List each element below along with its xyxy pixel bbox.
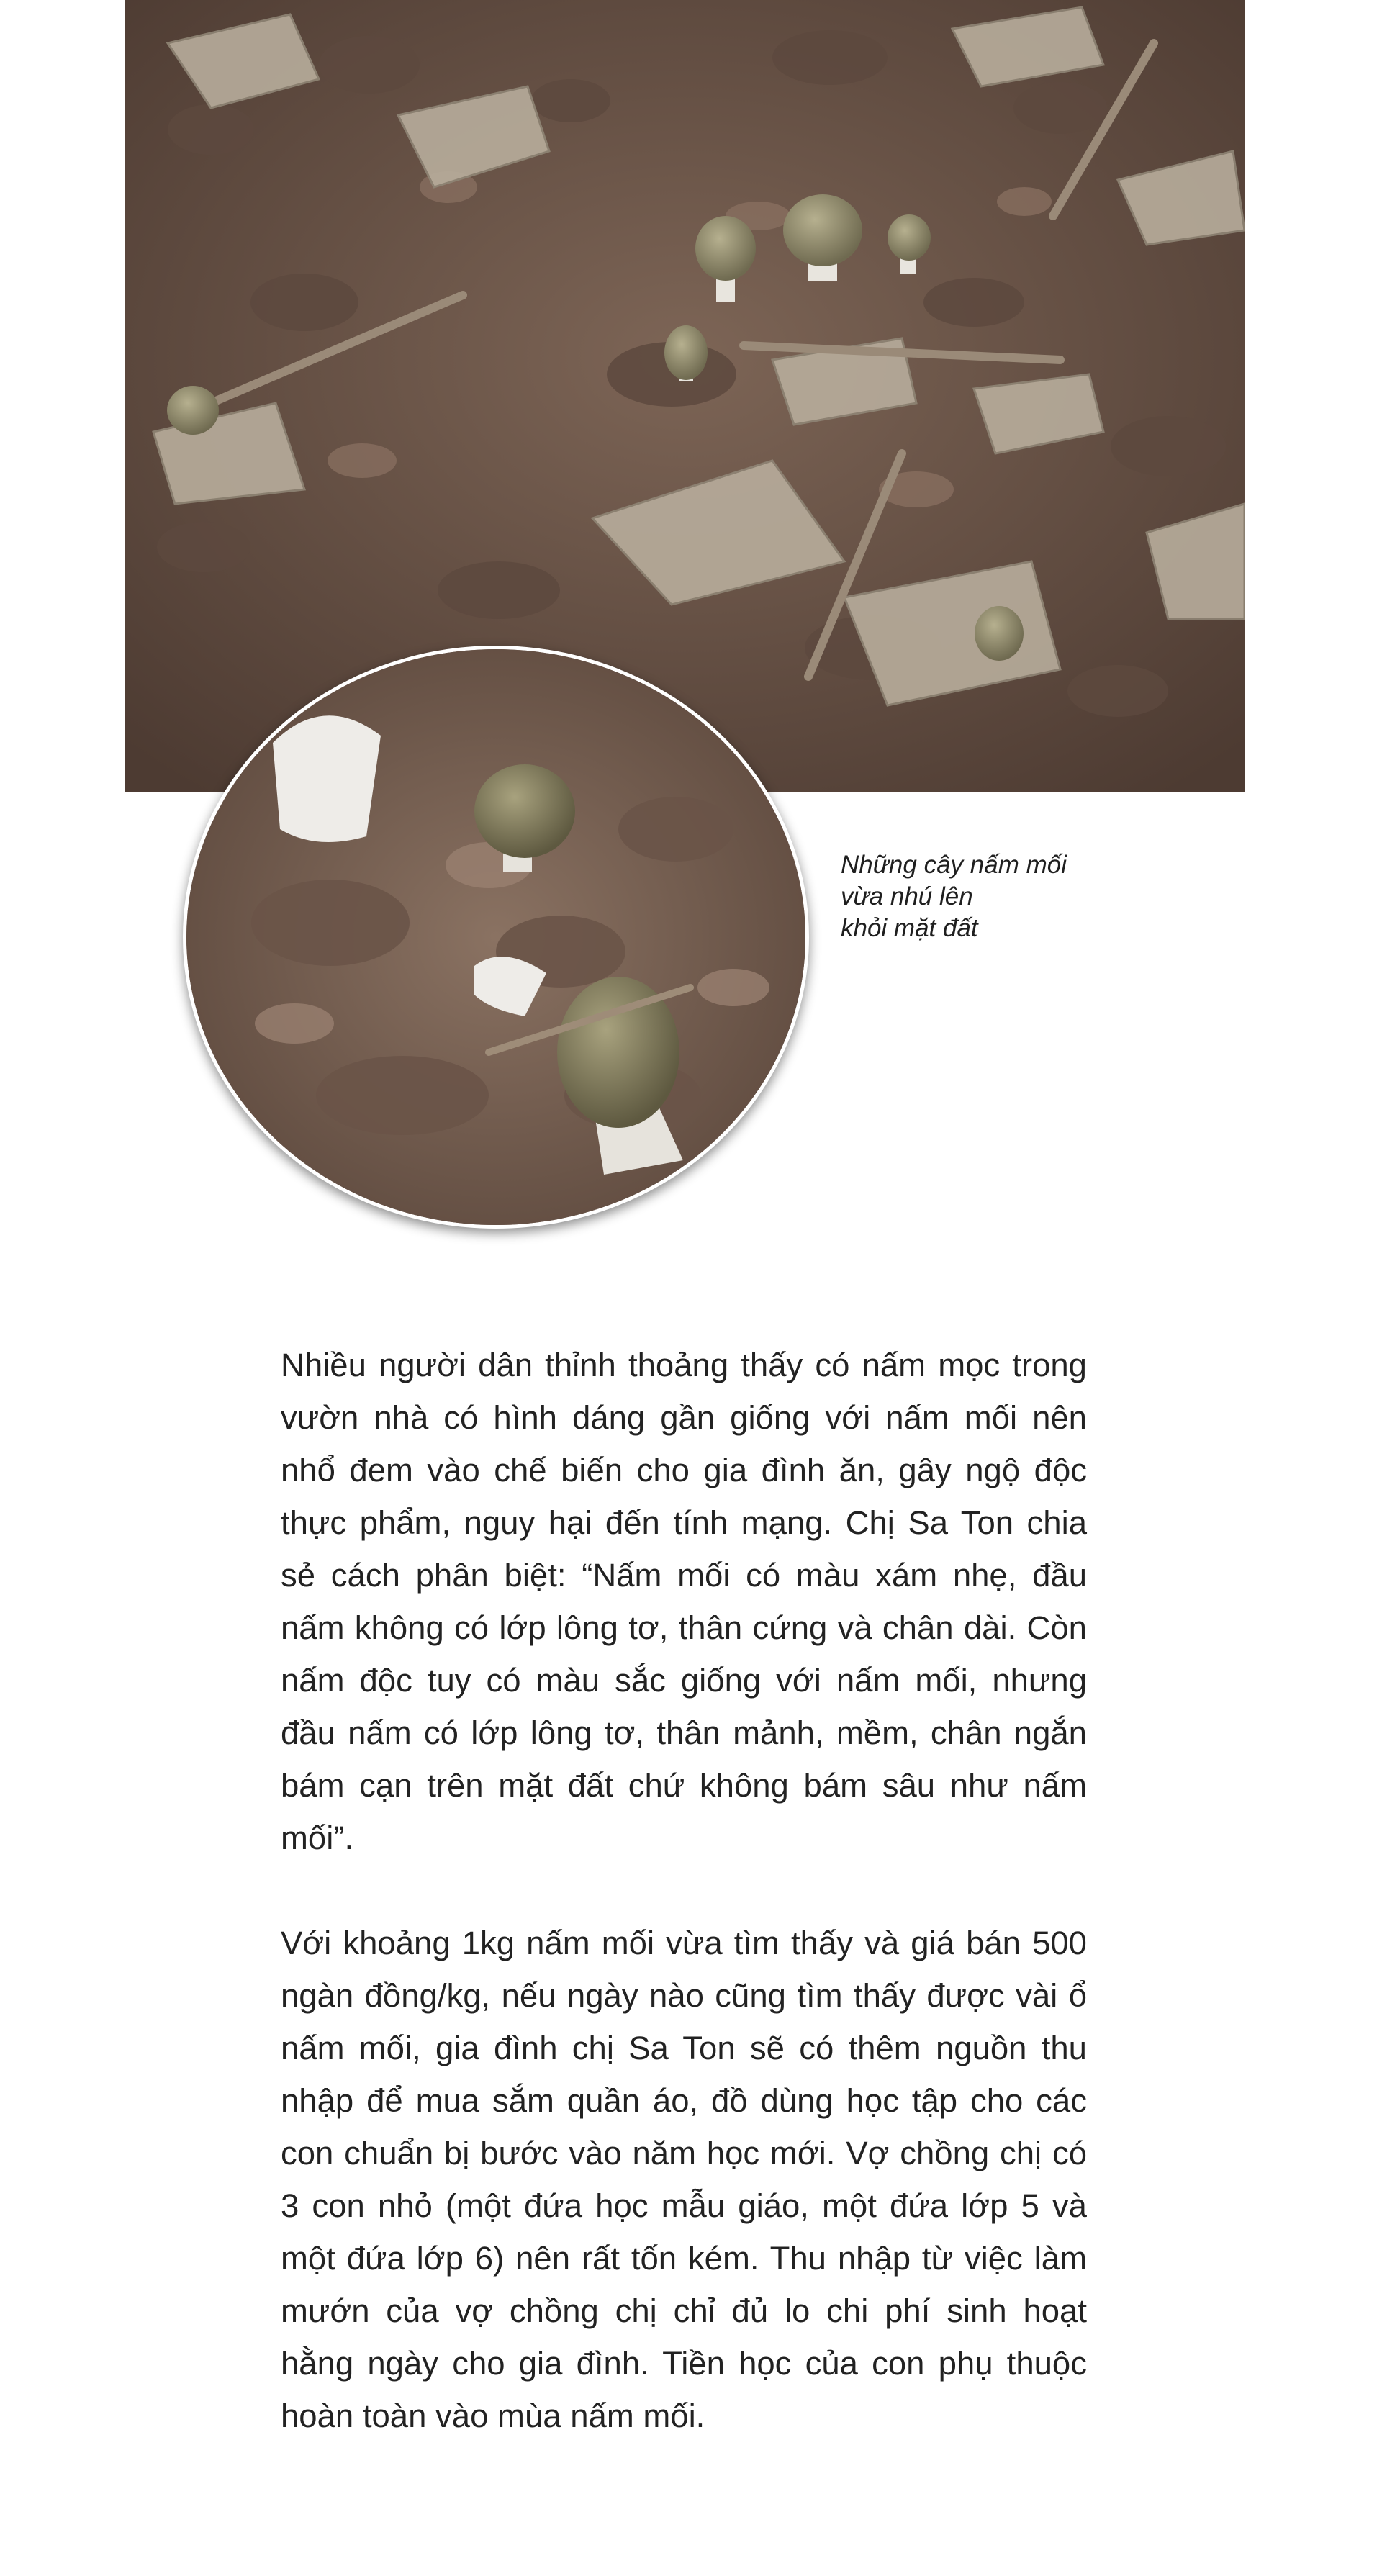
- article-paragraph: Nhiều người dân thỉnh thoảng thấy có nấm mọc trong vườn nhà có hình dáng gần giống với nấm mối nên nhổ đem vào chế biến cho gia đình ăn, gây ngộ độc thực phẩm, nguy hại đến tính mạng. Chị Sa Ton chia sẻ cách phân biệt: “Nấm mối có màu xám nhẹ, đầu nấm không có lớp lông tơ, thân cứng và chân dài. Còn nấm độc tuy có màu sắc giống với nấm mối, nhưng đầu nấm có lớp lông tơ, thân mảnh, mềm, chân ngắn bám cạn trên mặt đất chứ không bám sâu như nấm mối”.: [281, 1347, 1087, 1856]
- soil-mushroom-photo-graphic: [125, 0, 1245, 792]
- mushroom-closeup-photo: [183, 646, 809, 1229]
- soil-mushroom-photo: [125, 0, 1245, 792]
- mushroom-closeup-photo-graphic: [186, 649, 805, 1225]
- article-paragraph: Với khoảng 1kg nấm mối vừa tìm thấy và giá bán 500 ngàn đồng/kg, nếu ngày nào cũng tìm thấy được vài ổ nấm mối, gia đình chị Sa Ton sẽ có thêm nguồn thu nhập để mua sắm quần áo, đồ dùng học tập cho các con chuẩn bị bước vào năm học mới. Vợ chồng chị có 3 con nhỏ (một đứa học mẫu giáo, một đứa lớp 5 và một đứa lớp 6) nên rất tốn kém. Thu nhập từ việc làm mướn của vợ chồng chị chỉ đủ lo chi phí sinh hoạt hằng ngày cho gia đình. Tiền học của con phụ thuộc hoàn toàn vào mùa nấm mối.: [281, 1925, 1087, 2434]
- caption-line: khỏi mặt đất: [841, 914, 978, 942]
- caption-line: Những cây nấm mối: [841, 851, 1067, 879]
- photo-caption: [841, 849, 1129, 944]
- caption-line: vừa nhú lên: [841, 882, 973, 910]
- article-body: [281, 1339, 1087, 2442]
